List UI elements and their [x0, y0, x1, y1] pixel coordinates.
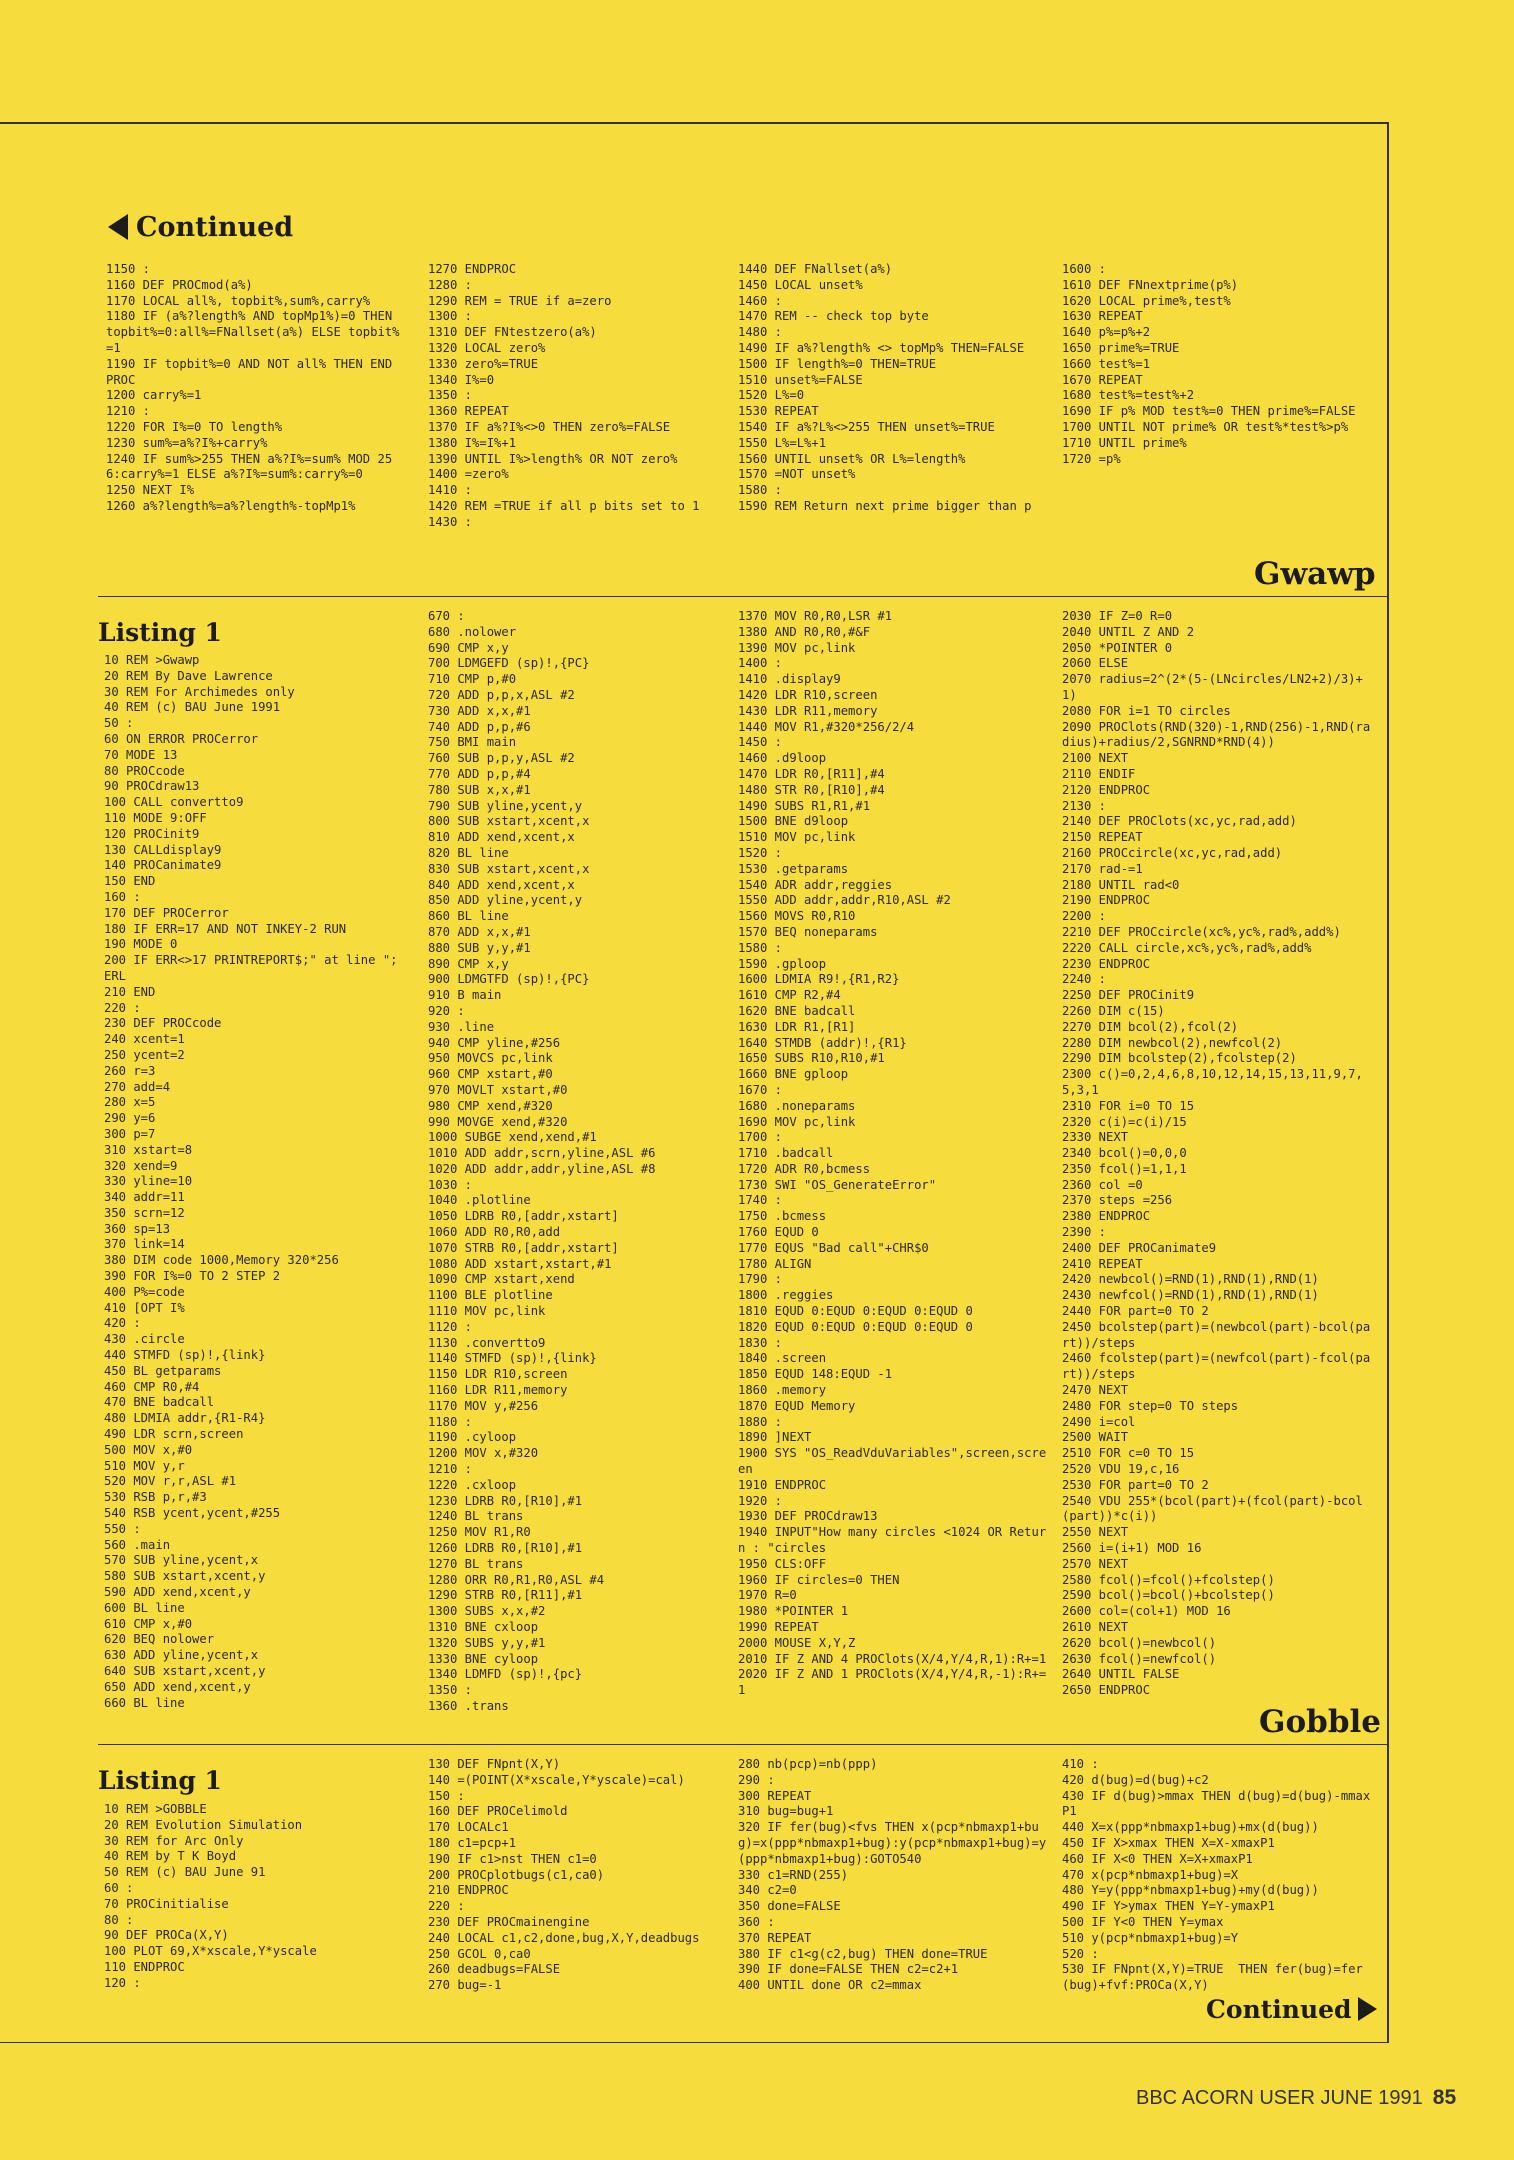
code-column: 1150 : 1160 DEF PROCmod(a%) 1170 LOCAL all%, topbit%,sum%,carry% 1180 IF (a%?length% AND topMp1%)=0 THEN topbit%=0:all%=FNallset(a%) ELSE topbit%=1 1190 IF topbit%=0 AND NOT all% THEN END PROC 1200 carry%=1 1210 : 1220 FOR I%=0 TO length% 1230 sum%=a%?I%+carry% 1240 IF sum%>255 THEN a%?I%=sum% MOD 256:carry%=1 ELSE a%?I%=sum%:carry%=0 1250 NEXT I% 1260 a%?length%=a%?length%-topMp1%: [106, 262, 400, 513]
continued-heading-label: Continued: [136, 212, 294, 243]
code-column: 10 REM >GOBBLE 20 REM Evolution Simulation 30 REM for Arc Only 40 REM by T K Boyd 50 REM (c) BAU June 91 60 : 70 PROCinitialise 80 : 90 DEF PROCa(X,Y) 100 PLOT 69,X*xscale,Y*yscale 110 ENDPROC 120 :: [104, 1802, 317, 1990]
code-column: 670 : 680 .nolower 690 CMP x,y 700 LDMGEFD (sp)!,{PC} 710 CMP p,#0 720 ADD p,p,x,ASL #2 730 ADD x,x,#1 740 ADD p,p,#6 750 BMI main 760 SUB p,p,y,ASL #2 770 ADD p,p,#4 780 SUB x,x,#1 790 SUB yline,ycent,y 800 SUB xstart,xcent,x 810 ADD xend,xcent,x 820 BL line 830 SUB xstart,xcent,x 840 ADD xend,xcent,x 850 ADD yline,ycent,y 860 BL line 870 ADD x,x,#1 880 SUB y,y,#1 890 CMP x,y 900 LDMGTFD (sp)!,{PC} 910 B main 920 : 930 .line 940 CMP yline,#256 950 MOVCS pc,link 960 CMP xstart,#0 970 MOVLT xstart,#0 980 CMP xend,#320 990 MOVGE xend,#320 1000 SUBGE xend,xend,#1 1010 ADD addr,scrn,yline,ASL #6 1020 ADD addr,addr,yline,ASL #8 1030 : 1040 .plotline 1050 LDRB R0,[addr,xstart] 1060 ADD R0,R0,add 1070 STRB R0,[addr,xstart] 1080 ADD xstart,xstart,#1 1090 CMP xstart,xend 1100 BLE plotline 1110 MOV pc,link 1120 : 1130 .converttо9 1140 STMFD (sp)!,{link} 1150 LDR R10,screen 1160 LDR R11,memory 1170 MOV y,#256 1180 : 1190 .cyloop 1200 MOV x,#320 1210 : 1220 .cxloop 1230 LDRB R0,[R10],#1 1240 BL trans 1250 MOV R1,R0 1260 LDRB R0,[R10],#1 1270 BL trans 1280 ORR R0,R1,R0,ASL #4 1290 STRB R0,[R11],#1 1300 SUBS x,x,#2 1310 BNE cxloop 1320 SUBS y,y,#1 1330 BNE cyloop 1340 LDMFD (sp)!,{pc} 1350 : 1360 .trans: [428, 609, 656, 1713]
section-divider: [98, 1744, 1388, 1745]
left-arrow-icon: [108, 214, 128, 240]
code-column: 1370 MOV R0,R0,LSR #1 1380 AND R0,R0,#&F 1390 MOV pc,link 1400 : 1410 .display9 1420 LDR R10,screen 1430 LDR R11,memory 1440 MOV R1,#320*256/2/4 1450 : 1460 .d9loop 1470 LDR R0,[R11],#4 1480 STR R0,[R10],#4 1490 SUBS R1,R1,#1 1500 BNE d9loop 1510 MOV pc,link 1520 : 1530 .getparams 1540 ADR addr,reggies 1550 ADD addr,addr,R10,ASL #2 1560 MOVS R0,R10 1570 BEQ noneparams 1580 : 1590 .gploop 1600 LDMIA R9!,{R1,R2} 1610 CMP R2,#4 1620 BNE badcall 1630 LDR R1,[R1] 1640 STMDB (addr)!,{R1} 1650 SUBS R10,R10,#1 1660 BNE gploop 1670 : 1680 .noneparams 1690 MOV pc,link 1700 : 1710 .badcall 1720 ADR R0,bcmess 1730 SWI "OS_GenerateError" 1740 : 1750 .bcmess 1760 EQUD 0 1770 EQUS "Bad call"+CHR$0 1780 ALIGN 1790 : 1800 .reggies 1810 EQUD 0:EQUD 0:EQUD 0:EQUD 0 1820 EQUD 0:EQUD 0:EQUD 0:EQUD 0 1830 : 1840 .screen 1850 EQUD 148:EQUD -1 1860 .memory 1870 EQUD Memory 1880 : 1890 ]NEXT 1900 SYS "OS_ReadVduVariables",screen,screen 1910 ENDPROC 1920 : 1930 DEF PROCdraw13 1940 INPUT"How many circles <1024 OR Return : "circles 1950 CLS:OFF 1960 IF circles=0 THEN 1970 R=0 1980 *POINTER 1 1990 REPEAT 2000 MOUSE X,Y,Z 2010 IF Z AND 4 PROClots(X/4,Y/4,R,1):R+=1 2020 IF Z AND 1 PROClots(X/4,Y/4,R,-1):R+=1: [738, 609, 1047, 1698]
page-number: 85: [1432, 2086, 1457, 2109]
page-footer: [1136, 2086, 1456, 2110]
continued-footer-label: Continued: [1206, 1995, 1352, 2024]
right-arrow-icon: [1358, 1997, 1377, 2021]
continued-heading: [108, 212, 293, 243]
publication-name: BBC ACORN USER JUNE 1991: [1136, 2087, 1423, 2109]
code-column: 1440 DEF FNallset(a%) 1450 LOCAL unset% 1460 : 1470 REM -- check top byte 1480 : 1490 IF a%?length% <> topMp% THEN=FALSE 1500 IF length%=0 THEN=TRUE 1510 unset%=FALSE 1520 L%=0 1530 REPEAT 1540 IF a%?L%<>255 THEN unset%=TRUE 1550 L%=L%+1 1560 UNTIL unset% OR L%=length% 1570 =NOT unset% 1580 : 1590 REM Return next prime bigger than p: [738, 262, 1032, 513]
code-column: 410 : 420 d(bug)=d(bug)+c2 430 IF d(bug)>mmax THEN d(bug)=d(bug)-mmaxP1 440 X=x(ppp*nbmaxp1+bug)+mx(d(bug)) 450 IF X>xmax THEN X=X-xmaxP1 460 IF X<0 THEN X=X+xmaxP1 470 x(pcp*nbmaxp1+bug)=X 480 Y=y(ppp*nbmaxp1+bug)+my(d(bug)) 490 IF Y>ymax THEN Y=Y-ymaxP1 500 IF Y<0 THEN Y=ymax 510 y(pcp*nbmaxp1+bug)=Y 520 : 530 IF FNpnt(X,Y)=TRUE THEN fer(bug)=fer(bug)+fvf:PROCa(X,Y): [1062, 1757, 1371, 1993]
section-title-gobble: Gobble: [1259, 1704, 1382, 1740]
code-column: 130 DEF FNpnt(X,Y) 140 =(POINT(X*xscale,Y*yscale)=cal) 150 : 160 DEF PROCelimold 170 LOCALc1 180 c1=pcp+1 190 IF c1>nst THEN c1=0 200 PROCplotbugs(c1,ca0) 210 ENDPROC 220 : 230 DEF PROCmainengine 240 LOCAL c1,c2,done,bug,X,Y,deadbugs 250 GCOL 0,ca0 260 deadbugs=FALSE 270 bug=-1: [428, 1757, 700, 1993]
listing-title-gobble: Listing 1: [98, 1766, 222, 1795]
listing-title-gwawp: Listing 1: [98, 618, 222, 647]
code-column: 1600 : 1610 DEF FNnextprime(p%) 1620 LOCAL prime%,test% 1630 REPEAT 1640 p%=p%+2 1650 prime%=TRUE 1660 test%=1 1670 REPEAT 1680 test%=test%+2 1690 IF p% MOD test%=0 THEN prime%=FALSE 1700 UNTIL NOT prime% OR test%*test%>p% 1710 UNTIL prime% 1720 =p%: [1062, 262, 1356, 466]
section-title-gwawp: Gwawp: [1254, 556, 1376, 592]
bottom-divider: [0, 2042, 1389, 2043]
code-column: 280 nb(pcp)=nb(ppp) 290 : 300 REPEAT 310 bug=bug+1 320 IF fer(bug)<fvs THEN x(pcp*nbmaxp1+bug)=x(ppp*nbmaxp1+bug):y(pcp*nbmaxp1+bug)=y(ppp*nbmaxp1+bug):GOTO540 330 c1=RND(255) 340 c2=0 350 done=FALSE 360 : 370 REPEAT 380 IF c1<g(c2,bug) THEN done=TRUE 390 IF done=FALSE THEN c2=c2+1 400 UNTIL done OR c2=mmax: [738, 1757, 1047, 1993]
continued-footer: [1206, 1995, 1377, 2024]
section-divider: [98, 596, 1388, 597]
code-column: 2030 IF Z=0 R=0 2040 UNTIL Z AND 2 2050 *POINTER 0 2060 ELSE 2070 radius=2^(2*(5-(LNcircles/LN2+2)/3)+1) 2080 FOR i=1 TO circles 2090 PROClots(RND(320)-1,RND(256)-1,RND(radius)+radius/2,SGNRND*RND(4)) 2100 NEXT 2110 ENDIF 2120 ENDPROC 2130 : 2140 DEF PROClots(xc,yc,rad,add) 2150 REPEAT 2160 PROCcircle(xc,yc,rad,add) 2170 rad-=1 2180 UNTIL rad<0 2190 ENDPROC 2200 : 2210 DEF PROCcircle(xc%,yc%,rad%,add%) 2220 CALL circle,xc%,yc%,rad%,add% 2230 ENDPROC 2240 : 2250 DEF PROCinit9 2260 DIM c(15) 2270 DIM bcol(2),fcol(2) 2280 DIM newbcol(2),newfcol(2) 2290 DIM bcolstep(2),fcolstep(2) 2300 c()=0,2,4,6,8,10,12,14,15,13,11,9,7,5,3,1 2310 FOR i=0 TO 15 2320 c(i)=c(i)/15 2330 NEXT 2340 bcol()=0,0,0 2350 fcol()=1,1,1 2360 col =0 2370 steps =256 2380 ENDPROC 2390 : 2400 DEF PROCanimate9 2410 REPEAT 2420 newbcol()=RND(1),RND(1),RND(1) 2430 newfcol()=RND(1),RND(1),RND(1) 2440 FOR part=0 TO 2 2450 bcolstep(part)=(newbcol(part)-bcol(part))/steps 2460 fcolstep(part)=(newfcol(part)-fcol(part))/steps 2470 NEXT 2480 FOR step=0 TO steps 2490 i=col 2500 WAIT 2510 FOR c=0 TO 15 2520 VDU 19,c,16 2530 FOR part=0 TO 2 2540 VDU 255*(bcol(part)+(fcol(part)-bcol(part))*c(i)) 2550 NEXT 2560 i=(i+1) MOD 16 2570 NEXT 2580 fcol()=fcol()+fcolstep() 2590 bcol()=bcol()+bcolstep() 2600 col=(col+1) MOD 16 2610 NEXT 2620 bcol()=newbcol() 2630 fcol()=newfcol() 2640 UNTIL FALSE 2650 ENDPROC: [1062, 609, 1371, 1698]
code-column: 10 REM >Gwawp 20 REM By Dave Lawrence 30 REM For Archimedes only 40 REM (c) BAU June 1991 50 : 60 ON ERROR PROCerror 70 MODE 13 80 PROCcode 90 PROCdraw13 100 CALL converttо9 110 MODE 9:OFF 120 PROCinit9 130 CALLdisplay9 140 PROCanimate9 150 END 160 : 170 DEF PROCerror 180 IF ERR=17 AND NOT INKEY-2 RUN 190 MODE 0 200 IF ERR<>17 PRINTREPORT$;" at line ";ERL 210 END 220 : 230 DEF PROCcode 240 xcent=1 250 ycent=2 260 r=3 270 add=4 280 x=5 290 y=6 300 p=7 310 xstart=8 320 xend=9 330 yline=10 340 addr=11 350 scrn=12 360 sp=13 370 link=14 380 DIM code 1000,Memory 320*256 390 FOR I%=0 TO 2 STEP 2 400 P%=code 410 [OPT I% 420 : 430 .circle 440 STMFD (sp)!,{link} 450 BL getparams 460 CMP R0,#4 470 BNE badcall 480 LDMIA addr,{R1-R4} 490 LDR scrn,screen 500 MOV x,#0 510 MOV y,r 520 MOV r,r,ASL #1 530 RSB p,r,#3 540 RSB ycent,ycent,#255 550 : 560 .main 570 SUB yline,ycent,x 580 SUB xstart,xcent,y 590 ADD xend,xcent,y 600 BL line 610 CMP x,#0 620 BEQ nolower 630 ADD yline,ycent,x 640 SUB xstart,xcent,y 650 ADD xend,xcent,y 660 BL line: [104, 653, 398, 1710]
code-column: 1270 ENDPROC 1280 : 1290 REM = TRUE if a=zero 1300 : 1310 DEF FNtestzero(a%) 1320 LOCAL zero% 1330 zero%=TRUE 1340 I%=0 1350 : 1360 REPEAT 1370 IF a%?I%<>0 THEN zero%=FALSE 1380 I%=I%+1 1390 UNTIL I%>length% OR NOT zero% 1400 =zero% 1410 : 1420 REM =TRUE if all p bits set to 1 1430 :: [428, 262, 700, 529]
